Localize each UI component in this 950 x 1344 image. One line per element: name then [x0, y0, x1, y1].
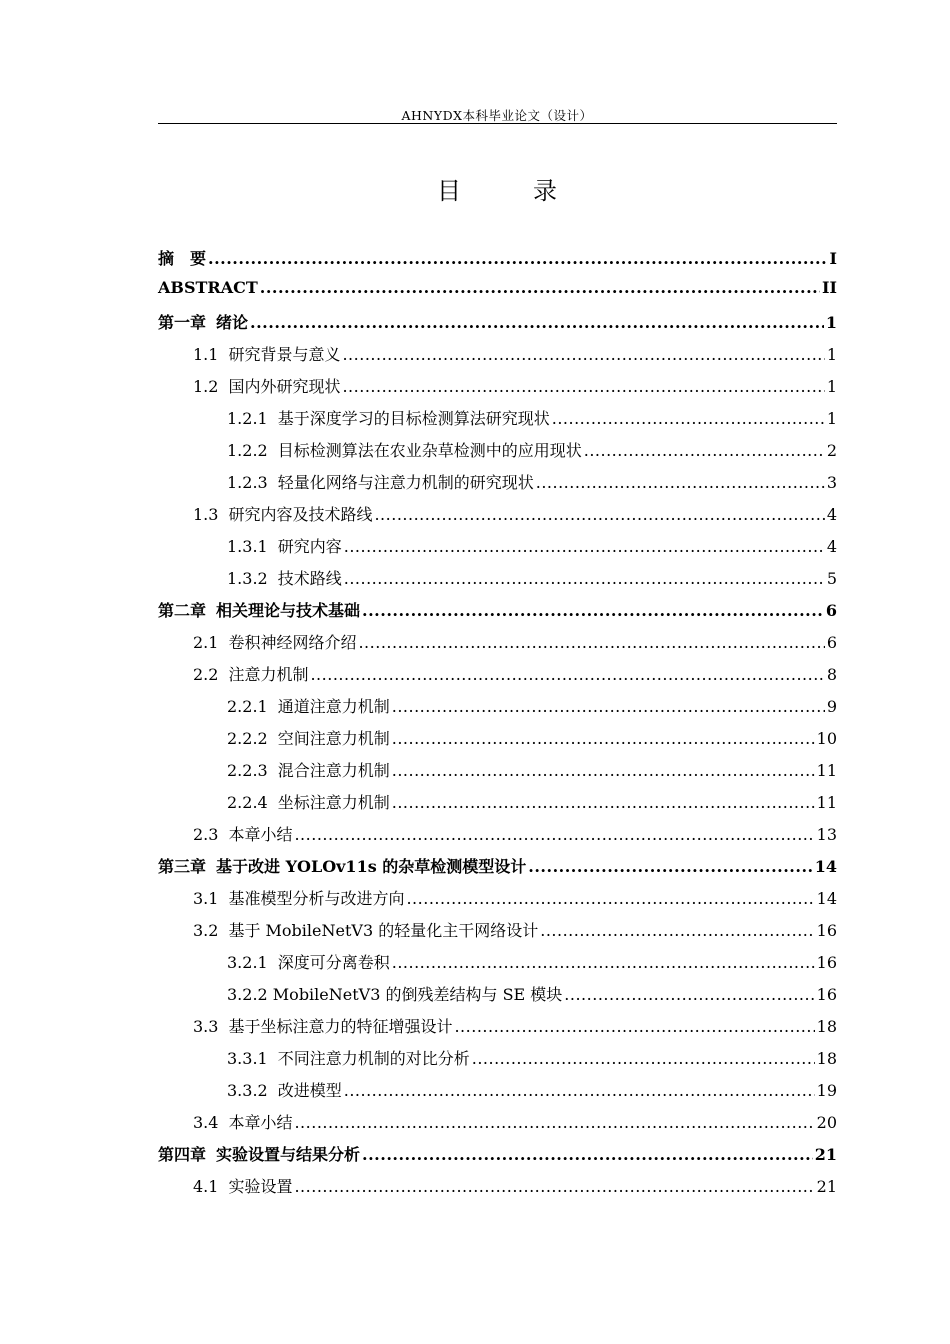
table-of-contents [158, 246, 837, 1206]
toc-entry[interactable] [158, 1142, 837, 1174]
toc-entry-label: 改进模型 [277, 1081, 342, 1100]
toc-entry-page: 1 [825, 313, 837, 332]
toc-dot-leader [310, 665, 824, 684]
toc-entry-page: 6 [825, 601, 837, 620]
toc-entry-label: 国内外研究现状 [228, 377, 341, 396]
toc-entry-label: 研究背景与意义 [228, 345, 341, 364]
toc-entry[interactable] [158, 982, 837, 1014]
toc-entry-number: 1.3.1 [227, 537, 268, 556]
toc-entry-label: 基于坐标注意力的特征增强设计 [228, 1017, 453, 1036]
toc-entry-number: 1.3 [193, 505, 219, 524]
toc-entry[interactable] [158, 246, 837, 278]
toc-entry-page: 3 [826, 473, 837, 492]
toc-entry-page: 5 [826, 569, 837, 588]
toc-entry[interactable] [158, 374, 837, 406]
toc-dot-leader [454, 1017, 814, 1036]
toc-entry[interactable] [158, 534, 837, 566]
toc-dot-leader [250, 313, 824, 332]
toc-entry-page: 11 [816, 793, 837, 812]
toc-entry-number: 2.1 [193, 633, 219, 652]
toc-entry-number: 3.4 [193, 1113, 219, 1132]
toc-entry-number: 第一章 [158, 313, 207, 332]
toc-entry-number: 第二章 [158, 601, 207, 620]
toc-entry[interactable] [158, 438, 837, 470]
toc-entry-label: ABSTRACT [158, 278, 258, 297]
toc-entry-number: 第四章 [158, 1145, 207, 1164]
toc-dot-leader [584, 441, 825, 460]
toc-entry-number: 4.1 [193, 1177, 219, 1196]
toc-entry-label: 深度可分离卷积 [277, 953, 390, 972]
toc-entry-number: 2.3 [193, 825, 219, 844]
toc-entry[interactable] [158, 278, 837, 310]
toc-entry-number: 1.2 [193, 377, 219, 396]
toc-dot-leader [294, 825, 814, 844]
toc-entry-page: 21 [816, 1177, 837, 1196]
toc-entry-number: 3.2.1 [227, 953, 268, 972]
page-title: 目 录 [437, 177, 581, 205]
toc-entry[interactable] [158, 1046, 837, 1078]
toc-dot-leader [374, 505, 824, 524]
toc-dot-leader [344, 537, 825, 556]
toc-entry-label: 基于深度学习的目标检测算法研究现状 [277, 409, 550, 428]
toc-dot-leader [392, 729, 815, 748]
toc-entry-number: 3.1 [193, 889, 219, 908]
toc-entry-label: 空间注意力机制 [277, 729, 390, 748]
toc-entry-number: 2.2.1 [227, 697, 268, 716]
toc-entry-label: 3.2.2 MobileNetV3 的倒残差结构与 SE 模块 [227, 985, 563, 1004]
toc-entry-number: 2.2.2 [227, 729, 268, 748]
toc-entry[interactable] [158, 630, 837, 662]
toc-entry-page: 14 [816, 889, 837, 908]
toc-entry[interactable] [158, 694, 837, 726]
toc-entry-label: 混合注意力机制 [277, 761, 390, 780]
toc-dot-leader [260, 278, 820, 297]
toc-entry[interactable] [158, 470, 837, 502]
toc-entry-page: 13 [816, 825, 837, 844]
toc-entry-page: I [829, 249, 837, 268]
toc-entry[interactable] [158, 918, 837, 950]
toc-dot-leader [564, 985, 814, 1004]
toc-entry-page: 19 [816, 1081, 837, 1100]
toc-entry-number: 3.3.1 [227, 1049, 268, 1068]
toc-entry[interactable] [158, 1078, 837, 1110]
toc-dot-leader [294, 1113, 814, 1132]
toc-dot-leader [392, 761, 815, 780]
toc-entry-page: 4 [826, 505, 837, 524]
toc-dot-leader [528, 857, 812, 876]
toc-entry[interactable] [158, 790, 837, 822]
header-rule [158, 123, 837, 124]
toc-entry-number: 1.2.3 [227, 473, 268, 492]
toc-dot-leader [392, 953, 815, 972]
toc-entry-label: 轻量化网络与注意力机制的研究现状 [277, 473, 534, 492]
toc-entry-label: 摘 要 [158, 249, 207, 268]
toc-entry-label: 研究内容 [277, 537, 342, 556]
running-header: AHNYDX本科毕业论文（设计） [401, 108, 593, 123]
toc-dot-leader [540, 921, 814, 940]
toc-entry[interactable] [158, 758, 837, 790]
toc-entry-label: 卷积神经网络介绍 [228, 633, 357, 652]
toc-entry[interactable] [158, 886, 837, 918]
toc-entry[interactable] [158, 662, 837, 694]
toc-entry-number: 1.3.2 [227, 569, 268, 588]
toc-dot-leader [342, 377, 824, 396]
toc-entry-number: 2.2.3 [227, 761, 268, 780]
toc-entry-number: 1.1 [193, 345, 219, 364]
toc-entry-page: 10 [816, 729, 837, 748]
toc-entry-page: 11 [816, 761, 837, 780]
toc-entry-label: 技术路线 [277, 569, 342, 588]
toc-entry-page: 21 [814, 1145, 837, 1164]
toc-entry-number: 第三章 [158, 857, 207, 876]
toc-entry[interactable] [158, 1174, 837, 1206]
toc-entry-page: 18 [816, 1017, 837, 1036]
toc-entry-page: 16 [816, 985, 837, 1004]
toc-entry-number: 1.2.2 [227, 441, 268, 460]
toc-entry-label: 基准模型分析与改进方向 [228, 889, 405, 908]
toc-entry-number: 3.3.2 [227, 1081, 268, 1100]
toc-dot-leader [344, 569, 825, 588]
toc-entry-page: 6 [826, 633, 837, 652]
toc-entry-label: 绪论 [216, 313, 249, 332]
toc-dot-leader [358, 633, 824, 652]
toc-entry-page: 14 [814, 857, 837, 876]
toc-entry-number: 3.3 [193, 1017, 219, 1036]
toc-entry-label: 相关理论与技术基础 [216, 601, 361, 620]
toc-entry-label: 坐标注意力机制 [277, 793, 390, 812]
toc-entry-number: 2.2 [193, 665, 219, 684]
toc-entry-page: 16 [816, 953, 837, 972]
toc-entry-number: 2.2.4 [227, 793, 268, 812]
toc-entry-label: 基于 MobileNetV3 的轻量化主干网络设计 [228, 921, 539, 940]
toc-entry[interactable] [158, 950, 837, 982]
toc-dot-leader [294, 1177, 814, 1196]
toc-entry[interactable] [158, 854, 837, 886]
toc-entry-page: 4 [826, 537, 837, 556]
toc-entry-label: 本章小结 [228, 825, 293, 844]
toc-entry[interactable] [158, 1110, 837, 1142]
toc-entry-page: 2 [826, 441, 837, 460]
toc-entry-page: 1 [826, 345, 837, 364]
toc-entry-label: 实验设置 [228, 1177, 293, 1196]
toc-entry-page: II [822, 278, 837, 297]
toc-entry-page: 9 [826, 697, 837, 716]
toc-entry-label: 实验设置与结果分析 [216, 1145, 361, 1164]
toc-dot-leader [344, 1081, 815, 1100]
toc-entry-page: 18 [816, 1049, 837, 1068]
toc-entry-number: 3.2 [193, 921, 219, 940]
toc-dot-leader [552, 409, 825, 428]
toc-entry[interactable] [158, 502, 837, 534]
toc-entry-page: 16 [816, 921, 837, 940]
toc-entry[interactable] [158, 342, 837, 374]
toc-dot-leader [536, 473, 825, 492]
toc-entry-page: 20 [816, 1113, 837, 1132]
toc-dot-leader [472, 1049, 815, 1068]
toc-entry[interactable] [158, 598, 837, 630]
toc-entry[interactable] [158, 566, 837, 598]
toc-entry-page: 8 [826, 665, 837, 684]
toc-dot-leader [406, 889, 814, 908]
toc-entry-label: 目标检测算法在农业杂草检测中的应用现状 [277, 441, 582, 460]
toc-dot-leader [342, 345, 824, 364]
toc-entry[interactable] [158, 406, 837, 438]
toc-entry[interactable] [158, 822, 837, 854]
toc-entry[interactable] [158, 726, 837, 758]
toc-entry-label: 研究内容及技术路线 [228, 505, 373, 524]
toc-entry-label: 通道注意力机制 [277, 697, 390, 716]
toc-entry[interactable] [158, 310, 837, 342]
toc-dot-leader [362, 1145, 813, 1164]
toc-dot-leader [362, 601, 824, 620]
toc-entry-label: 不同注意力机制的对比分析 [277, 1049, 470, 1068]
toc-entry-label: 注意力机制 [228, 665, 309, 684]
toc-entry-page: 1 [826, 377, 837, 396]
toc-dot-leader [392, 697, 825, 716]
toc-entry[interactable] [158, 1014, 837, 1046]
toc-dot-leader [208, 249, 828, 268]
toc-dot-leader [392, 793, 815, 812]
toc-entry-label: 基于改进 YOLOv11s 的杂草检测模型设计 [216, 857, 527, 876]
toc-entry-label: 本章小结 [228, 1113, 293, 1132]
toc-entry-number: 1.2.1 [227, 409, 268, 428]
toc-entry-page: 1 [826, 409, 837, 428]
